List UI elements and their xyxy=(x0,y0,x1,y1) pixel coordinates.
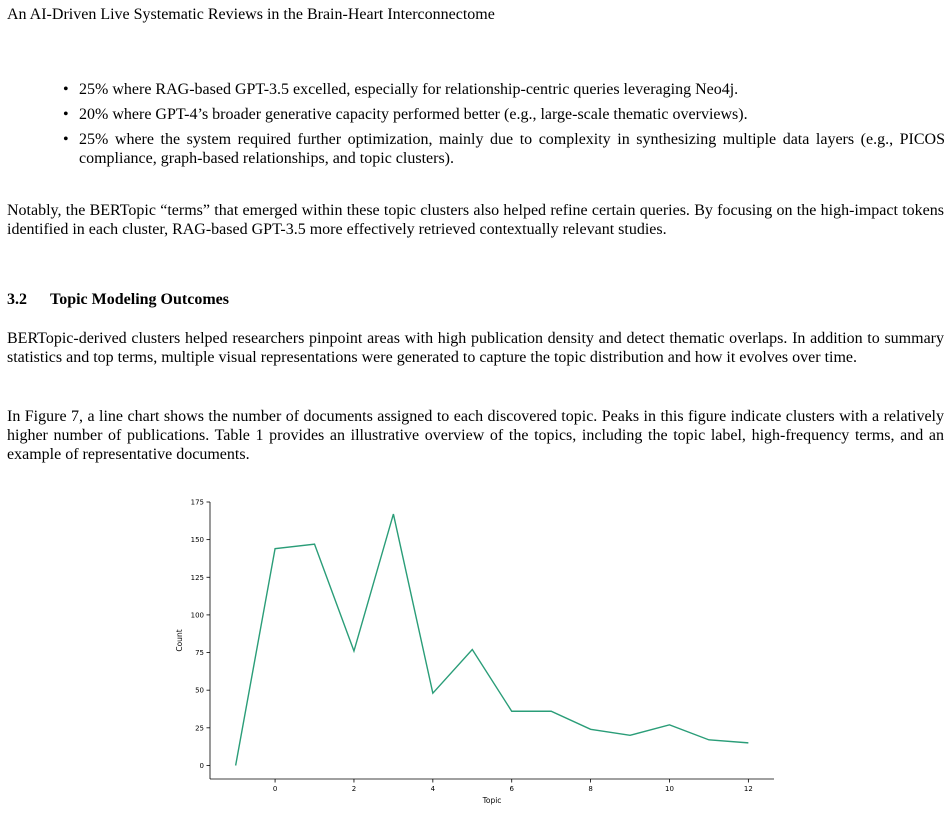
bullet-list xyxy=(60,80,945,174)
section-title: Topic Modeling Outcomes xyxy=(50,291,229,308)
section-number: 3.2 xyxy=(7,291,27,308)
paragraph-notably: Notably, the BERTopic “terms” that emerged within these topic clusters also helped refine certain queries. By focusing on the high-impact tokens identified in each cluster, RAG-based GPT-3.5 more effectively retrieved contextually relevant studies. xyxy=(7,202,944,238)
bullet-item: • 20% where GPT-4’s broader generative capacity performed better (e.g., large-scale thematic overviews). xyxy=(60,105,945,124)
x-tick-label: 12 xyxy=(743,785,753,793)
y-axis-label: Count xyxy=(175,629,184,652)
y-tick-label: 150 xyxy=(190,536,204,545)
y-tick-label: 125 xyxy=(190,573,204,582)
running-title: An AI-Driven Live Systematic Reviews in the Brain-Heart Interconnectome xyxy=(7,6,495,23)
y-tick-label: 75 xyxy=(195,649,204,658)
paragraph-figure-intro: In Figure 7, a line chart shows the number of documents assigned to each discovered topic. Peaks in this figure indicate clusters with a relatively higher number of publications. Table 1 provides an illustrative overview of the topics, including the topic label, high-frequency terms, and an example of representative documents. xyxy=(7,408,944,463)
bullet-item: • 25% where the system required further optimization, mainly due to complexity in synthesizing multiple data layers (e.g., PICOS compliance, graph-based relationships, and topic clusters). xyxy=(60,130,945,168)
x-tick-label: 8 xyxy=(588,785,593,793)
bullet-item: • 25% where RAG-based GPT-3.5 excelled, especially for relationship-centric queries leveraging Neo4j. xyxy=(60,80,945,99)
y-tick-label: 0 xyxy=(199,761,204,770)
x-tick-label: 10 xyxy=(665,785,674,793)
x-axis-label: Topic xyxy=(482,796,502,805)
section-heading xyxy=(7,290,229,310)
paragraph-bertopic: BERTopic-derived clusters helped researchers pinpoint areas with high publication density and detect thematic overlaps. In addition to summary statistics and top terms, multiple visual representations were generated to capture the topic distribution and how it evolves over time. xyxy=(7,330,944,366)
topic-count-figure xyxy=(160,488,800,813)
series-line xyxy=(236,514,749,765)
x-tick-label: 2 xyxy=(351,785,357,793)
x-tick-label: 4 xyxy=(430,785,436,793)
y-tick-label: 50 xyxy=(195,686,204,695)
x-tick-label: 6 xyxy=(509,785,514,793)
x-tick-label: 0 xyxy=(272,785,278,793)
y-tick-label: 100 xyxy=(190,611,204,620)
y-tick-label: 175 xyxy=(190,498,204,507)
line-chart xyxy=(160,488,800,813)
y-tick-label: 25 xyxy=(195,724,204,733)
